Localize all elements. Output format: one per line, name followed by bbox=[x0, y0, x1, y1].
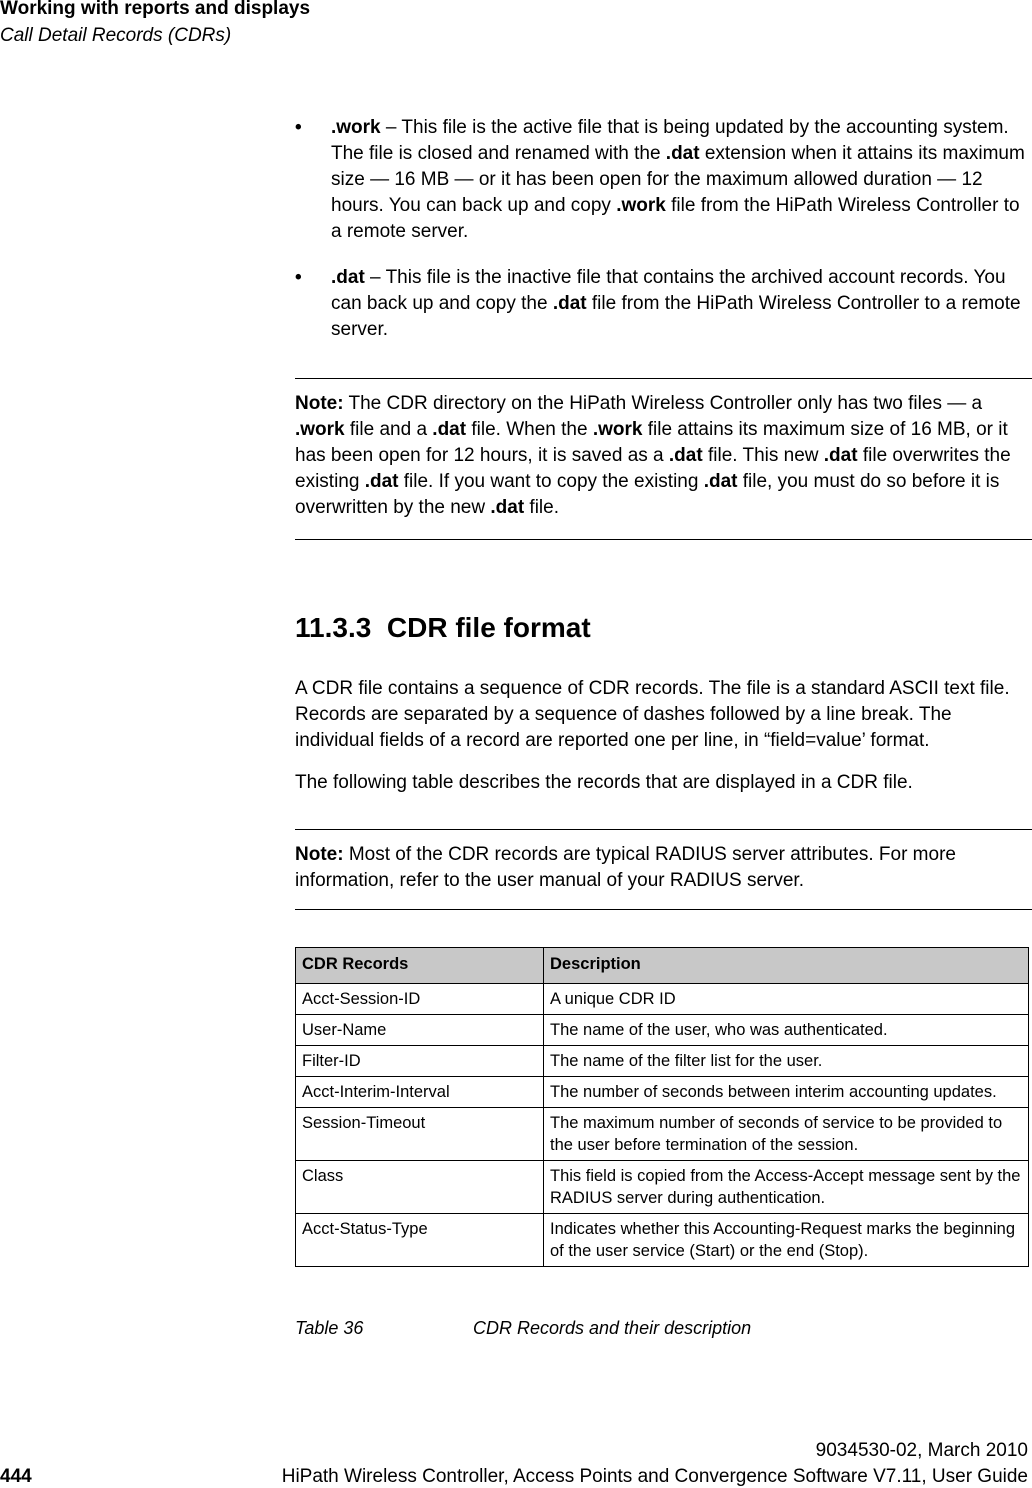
bullet-marker: • bbox=[295, 117, 302, 138]
cell-description: This field is copied from the Access-Accept message sent by the RADIUS server during authentication. bbox=[544, 1161, 1029, 1214]
cell-description: A unique CDR ID bbox=[544, 984, 1029, 1015]
cell-record: Session-Timeout bbox=[296, 1108, 544, 1161]
cell-description: The maximum number of seconds of service to be provided to the user before termination of the session. bbox=[544, 1108, 1029, 1161]
table-row bbox=[296, 1108, 1029, 1161]
note-cdr-directory: Note: The CDR directory on the HiPath Wireless Controller only has two files — a .work file and a .dat file. When the .work file attains its maximum size of 16 MB, or it has been open for 12 hours, it is saved as a .dat file. This new .dat file overwrites the existing .dat file. If you want to copy the existing .dat file, you must do so before it is overwritten by the new .dat file. bbox=[295, 378, 1032, 540]
term-work: .work bbox=[331, 117, 381, 138]
note-label: Note: bbox=[295, 393, 344, 414]
section-paragraph-1: A CDR file contains a sequence of CDR records. The file is a standard ASCII text file. Records are separated by a sequence of dashes followed by a line break. The individual fields of a record are reported one per line, in “field=value’ format. bbox=[295, 678, 1010, 751]
cdr-records-table bbox=[295, 947, 1029, 1267]
term-dat: .dat bbox=[331, 267, 365, 288]
section-number: 11.3.3 bbox=[295, 612, 372, 643]
cell-description: The name of the user, who was authenticated. bbox=[544, 1015, 1029, 1046]
running-header-subtitle: Call Detail Records (CDRs) bbox=[0, 25, 232, 46]
bullet-work bbox=[295, 115, 1032, 245]
cell-record: Acct-Session-ID bbox=[296, 984, 544, 1015]
section-heading bbox=[295, 611, 591, 645]
table-row bbox=[296, 984, 1029, 1015]
bullet-dat bbox=[295, 265, 1032, 343]
cell-description: The name of the filter list for the user. bbox=[544, 1046, 1029, 1077]
bullet-work-text: .work – This file is the active file that is being updated by the accounting system. The file is closed and renamed with the .dat extension when it attains its maximum size — 16 MB — or it has been open for the maximum allowed duration — 12 hours. You can back up and copy .work file from the HiPath Wireless Controller to a remote server. bbox=[331, 117, 1025, 242]
footer-revision: 9034530-02, March 2010 bbox=[815, 1440, 1028, 1461]
bullet-dat-text: .dat – This file is the inactive file that contains the archived account records. You can back up and copy the .dat file from the HiPath Wireless Controller to a remote server. bbox=[331, 267, 1021, 340]
table-caption-number: Table 36 bbox=[295, 1318, 364, 1338]
table-header-row bbox=[296, 948, 1029, 984]
note-radius: Note: Most of the CDR records are typical RADIUS server attributes. For more information, refer to the user manual of your RADIUS server. bbox=[295, 829, 1032, 910]
table-row bbox=[296, 1077, 1029, 1108]
cell-record: User-Name bbox=[296, 1015, 544, 1046]
table-row bbox=[296, 1046, 1029, 1077]
cell-record: Class bbox=[296, 1161, 544, 1214]
table-row bbox=[296, 1015, 1029, 1046]
cell-description: Indicates whether this Accounting-Request marks the beginning of the user service (Start) or the end (Stop). bbox=[544, 1214, 1029, 1267]
cell-record: Acct-Status-Type bbox=[296, 1214, 544, 1267]
table-caption-text: CDR Records and their description bbox=[473, 1318, 752, 1338]
footer-doc-title: HiPath Wireless Controller, Access Points and Convergence Software V7.11, User Guide bbox=[281, 1466, 1028, 1487]
bullet-marker: • bbox=[295, 267, 302, 288]
section-title: CDR file format bbox=[386, 612, 591, 643]
table-row bbox=[296, 1214, 1029, 1267]
note-label: Note: bbox=[295, 844, 344, 865]
table-row bbox=[296, 1161, 1029, 1214]
running-header-title: Working with reports and displays bbox=[0, 0, 311, 19]
column-header-cdr-records: CDR Records bbox=[296, 948, 544, 984]
cell-record: Acct-Interim-Interval bbox=[296, 1077, 544, 1108]
cell-record: Filter-ID bbox=[296, 1046, 544, 1077]
table-caption bbox=[295, 1316, 751, 1340]
footer-page-number: 444 bbox=[0, 1466, 32, 1487]
cell-description: The number of seconds between interim accounting updates. bbox=[544, 1077, 1029, 1108]
column-header-description: Description bbox=[544, 948, 1029, 984]
section-paragraph-2: The following table describes the records that are displayed in a CDR file. bbox=[295, 772, 913, 793]
